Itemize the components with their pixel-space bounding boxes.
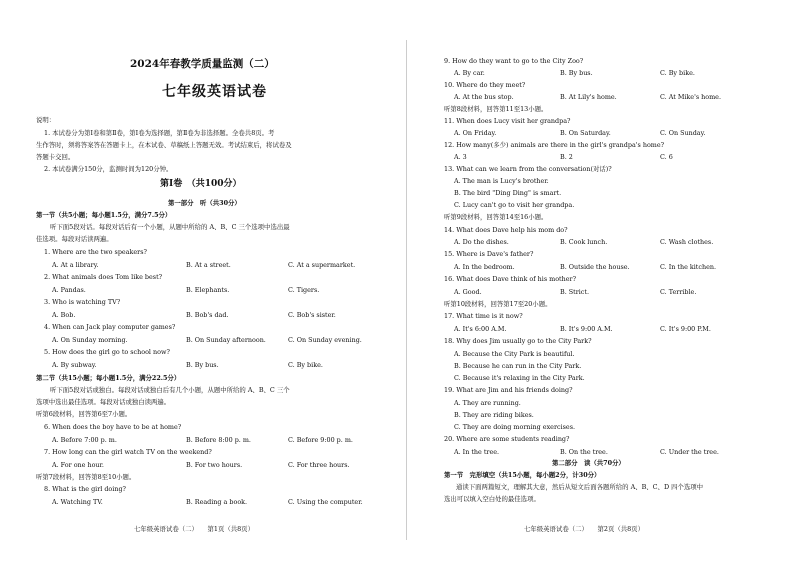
option-a: A. Bob. [52,311,76,319]
question-1: 1. Where are the two speakers? [44,248,147,256]
option-a: A. For one hour. [52,461,104,469]
cloze-heading: 第一节 完形填空（共15小题，每小题2分，计30分） [444,471,601,479]
option-c: C. Terrible. [660,288,697,296]
instruction-line: 答题卡交回。 [36,153,75,161]
option-a: A. Before 7:00 p. m. [52,436,117,444]
option-b: B. Strict. [560,288,589,296]
question-14: 14. What does Dave help his mom do? [444,226,568,234]
option-a: A. On Friday. [454,129,497,137]
option-b: B. At a street. [186,261,231,269]
option-b: B. On Saturday. [560,129,611,137]
section1-desc: 听下面5段对话。每段对话后有一个小题，从题中所给的 A、B、C 三个选项中选出最 [50,223,290,231]
section2-desc: 选项中选出最佳选项。每段对话或独白读两遍。 [36,398,171,406]
question-7: 7. How long can the girl watch TV on the weekend? [44,448,212,456]
option-b: B. By bus. [186,361,219,369]
option-a: A. At a library. [52,261,99,269]
option-b: B. Because he can run in the City Park. [454,362,582,370]
option-c: C. For three hours. [288,461,350,469]
material-note: 听第8段材料，回答第11至13小题。 [444,105,548,113]
option-a: A. By subway. [52,361,97,369]
section1-desc: 佳选项。每段对话读两遍。 [36,235,113,243]
option-c: C. Under the tree. [660,448,719,456]
option-b: B. Before 8:00 p. m. [186,436,251,444]
option-b: B. Elephants. [186,286,230,294]
option-b: B. Bob's dad. [186,311,229,319]
option-c: C. Using the computer. [288,498,363,506]
option-a: A. Because the City Park is beautiful. [454,350,575,358]
option-c: C. Because it's relaxing in the City Park. [454,374,585,382]
option-c: C. On Sunday. [660,129,706,137]
question-16: 16. What does Dave think of his mother? [444,275,576,283]
question-15: 15. Where is Dave's father? [444,250,534,258]
option-c: C. By bike. [660,69,695,77]
question-2: 2. What animals does Tom like best? [44,273,163,281]
option-c: C. Wash clothes. [660,238,714,246]
part-heading: 第一部分 听（共30分） [168,199,241,207]
material-note: 听第10段材料，回答第17至20小题。 [444,300,552,308]
question-20: 20. Where are some students reading? [444,435,570,443]
section2-heading: 第二节（共15小题；每小题1.5分，满分22.5分） [36,374,181,382]
option-c: C. 6 [660,153,673,161]
instructions-label: 说明： [36,116,56,124]
option-b: B. On the tree. [560,448,608,456]
option-c: C. It's 9:00 P.M. [660,325,711,333]
question-12: 12. How many(多少) animals are there in the girl's grandpa's home? [444,141,665,149]
option-a: A. On Sunday morning. [52,336,128,344]
question-18: 18. Why does Jim usually go to the City Park? [444,337,592,345]
page-divider [406,40,407,540]
option-c: C. At a supermarket. [288,261,356,269]
cloze-desc: 通读下面两篇短文，理解其大意，然后从短文后面各题所给的 A、B、C、D 四个选项中 [456,483,704,491]
question-10: 10. Where do they meet? [444,81,526,89]
option-b: B. At Lily's home. [560,93,617,101]
material-note: 听第6段材料，回答第6至7小题。 [36,410,132,418]
option-c: C. At Mike's home. [660,93,721,101]
question-6: 6. When does the boy have to be at home? [44,423,182,431]
question-9: 9. How do they want to go to the City Zoo? [444,57,584,65]
material-note: 听第9段材料，回答第14至16小题。 [444,213,548,221]
instruction-line: 1. 本试卷分为第Ⅰ卷和第Ⅱ卷，第Ⅰ卷为选择题，第Ⅱ卷为非选择题。全卷共8页。考 [44,129,275,137]
question-17: 17. What time is it now? [444,312,523,320]
option-c: C. By bike. [288,361,323,369]
option-c: C. In the kitchen. [660,263,717,271]
option-b: B. Reading a book. [186,498,248,506]
exam-subtitle: 七年级英语试卷 [162,84,267,100]
option-b: B. The bird "Ding Ding" is smart. [454,189,562,197]
option-b: B. They are riding bikes. [454,411,534,419]
option-b: B. By bus. [560,69,593,77]
volume-heading: 第Ⅰ卷 （共100分） [160,179,242,189]
option-a: A. It's 6:00 A.M. [454,325,507,333]
exam-title: 2024年春教学质量监测（二） [130,58,275,70]
question-5: 5. How does the girl go to school now? [44,348,170,356]
question-3: 3. Who is watching TV? [44,298,121,306]
option-c: C. Bob's sister. [288,311,336,319]
option-b: B. It's 9:00 A.M. [560,325,613,333]
material-note: 听第7段材料，回答第8至10小题。 [36,473,136,481]
question-13: 13. What can we learn from the conversation(对话)? [444,165,612,173]
question-19: 19. What are Jim and his friends doing? [444,386,573,394]
cloze-desc: 选出可以填入空白处的最佳选项。 [444,495,540,503]
section1-heading: 第一节（共5小题；每小题1.5分，满分7.5分） [36,211,172,219]
option-a: A. The man is Lucy's brother. [454,177,549,185]
instruction-line: 2. 本试卷满分150分，监测时间为120分钟。 [44,165,173,173]
option-b: B. Outside the house. [560,263,630,271]
option-a: A. Watching TV. [52,498,103,506]
page-footer: 七年级英语试卷（二） 第1页（共8页） [134,525,254,533]
part-heading: 第二部分 读（共70分） [552,459,625,467]
option-a: A. They are running. [454,399,521,407]
option-c: C. On Sunday evening. [288,336,362,344]
option-a: A. By car. [454,69,485,77]
option-c: C. Before 9:00 p. m. [288,436,353,444]
exam-page-2 [414,0,794,562]
option-a: A. Good. [454,288,482,296]
question-4: 4. When can Jack play computer games? [44,323,176,331]
instruction-line: 生作答时，须将答案答在答题卡上，在本试卷、草稿纸上答题无效。考试结束后，将试卷及 [36,141,292,149]
option-a: A. Do the dishes. [454,238,509,246]
page-footer: 七年级英语试卷（二） 第2页（共8页） [524,525,644,533]
section2-desc: 听下面5段对话或独白。每段对话或独白后有几个小题，从题中所给的 A、B、C 三个 [50,386,290,394]
option-b: B. 2 [560,153,573,161]
question-11: 11. When does Lucy visit her grandpa? [444,117,571,125]
option-c: C. They are doing morning exercises. [454,423,576,431]
question-8: 8. What is the girl doing? [44,485,126,493]
option-a: A. At the bus stop. [454,93,514,101]
option-b: B. On Sunday afternoon. [186,336,266,344]
option-b: B. Cook lunch. [560,238,608,246]
option-a: A. In the bedroom. [454,263,515,271]
option-a: A. 3 [454,153,467,161]
option-a: A. Pandas. [52,286,86,294]
option-b: B. For two hours. [186,461,243,469]
option-c: C. Lucy can't go to visit her grandpa. [454,201,575,209]
option-a: A. In the tree. [454,448,500,456]
option-c: C. Tigers. [288,286,320,294]
